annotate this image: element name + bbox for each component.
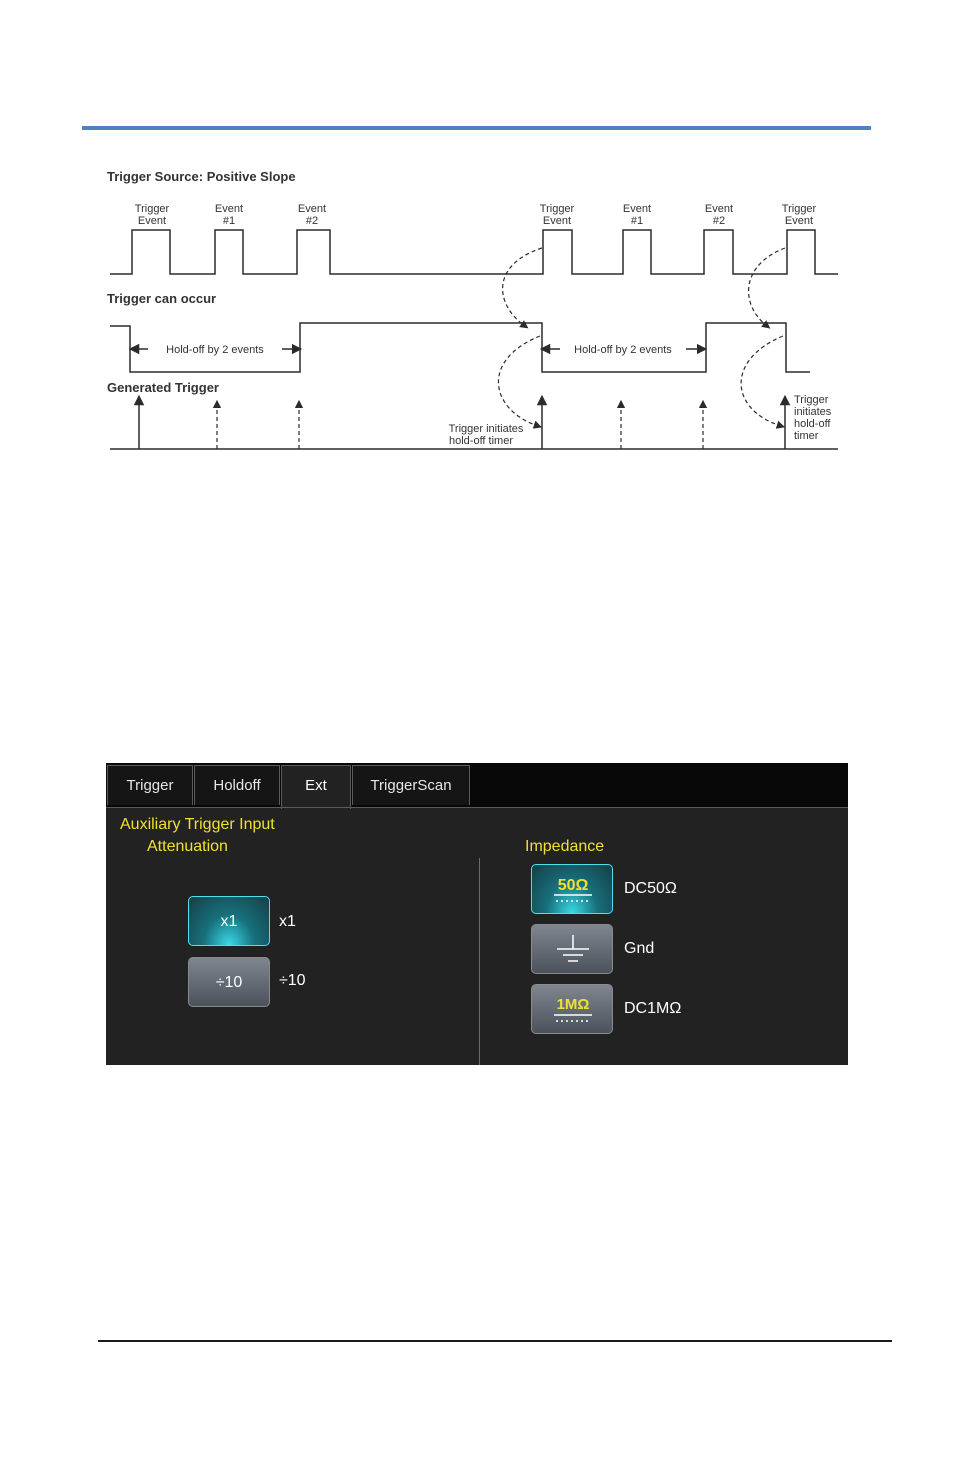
tab-triggerscan[interactable]: TriggerScan (352, 765, 470, 805)
initiates-label-2: Trigger (794, 394, 829, 406)
ext-panel (106, 807, 848, 1065)
initiates-label-2: timer (794, 430, 819, 442)
pulse-label: Event (214, 203, 244, 215)
impedance-dc1m-label: DC1MΩ (624, 1000, 682, 1017)
initiates-label-1: Trigger initiates (448, 423, 524, 435)
pulse-label: Event (542, 215, 572, 227)
pulse-label: Trigger (539, 203, 575, 215)
curved-arrow (741, 336, 783, 426)
initiates-label-2: hold-off (794, 418, 831, 430)
pulse-label: Trigger (134, 203, 170, 215)
panel-divider (479, 858, 480, 1065)
pulse-label: #1 (630, 215, 644, 227)
initiates-label-1: hold-off timer (449, 435, 513, 447)
pulse-label: Trigger (781, 203, 817, 215)
impedance-dc50-label: DC50Ω (624, 880, 677, 897)
attenuation-title: Attenuation (147, 838, 228, 855)
diagram-title-source: Trigger Source: Positive Slope (107, 169, 296, 184)
attenuation-div10-button[interactable]: ÷10 (188, 957, 270, 1007)
curved-arrow (503, 248, 542, 326)
curved-arrow (749, 248, 785, 326)
holdoff-timing-diagram (100, 160, 845, 460)
initiates-label-2: initiates (794, 406, 832, 418)
aux-trigger-title: Auxiliary Trigger Input (120, 816, 275, 833)
impedance-50ohm-symbol: 50Ω (557, 877, 589, 894)
diagram-title-can-occur: Trigger can occur (107, 291, 217, 306)
pulse-label: #2 (712, 215, 726, 227)
impedance-gnd-label: Gnd (624, 940, 655, 957)
attenuation-div10-label: ÷10 (279, 972, 306, 989)
impedance-50ohm-button[interactable] (531, 864, 613, 914)
source-waveform (110, 230, 838, 274)
pulse-label: Event (622, 203, 652, 215)
ground-icon (532, 925, 614, 975)
pulse-label: Event (784, 215, 814, 227)
impedance-1mohm-button[interactable] (531, 984, 613, 1034)
resistor-50ohm-icon (532, 865, 614, 915)
holdoff-label-2: Hold-off by 2 events (574, 344, 672, 356)
tab-ext[interactable]: Ext (281, 765, 351, 809)
pulse-labels (135, 203, 817, 227)
pulse-label: #2 (305, 215, 319, 227)
pulse-label: Event (704, 203, 734, 215)
footer-rule (98, 1340, 892, 1342)
header-rule (82, 126, 871, 130)
pulse-label: Event (297, 203, 327, 215)
impedance-title: Impedance (525, 838, 605, 855)
ext-trigger-dialog (106, 763, 848, 1065)
tab-bar (106, 763, 848, 807)
tab-holdoff[interactable]: Holdoff (194, 765, 280, 805)
holdoff-label-1: Hold-off by 2 events (166, 344, 264, 356)
pulse-label: #1 (222, 215, 236, 227)
attenuation-x1-button[interactable]: x1 (188, 896, 270, 946)
pulse-label: Event (137, 215, 167, 227)
attenuation-x1-label: x1 (279, 913, 296, 930)
tab-trigger[interactable]: Trigger (107, 765, 193, 805)
impedance-gnd-button[interactable] (531, 924, 613, 974)
impedance-1mohm-symbol: 1MΩ (556, 996, 590, 1013)
curved-arrow (498, 336, 540, 426)
diagram-title-generated: Generated Trigger (107, 380, 219, 395)
resistor-1mohm-icon (532, 985, 614, 1035)
